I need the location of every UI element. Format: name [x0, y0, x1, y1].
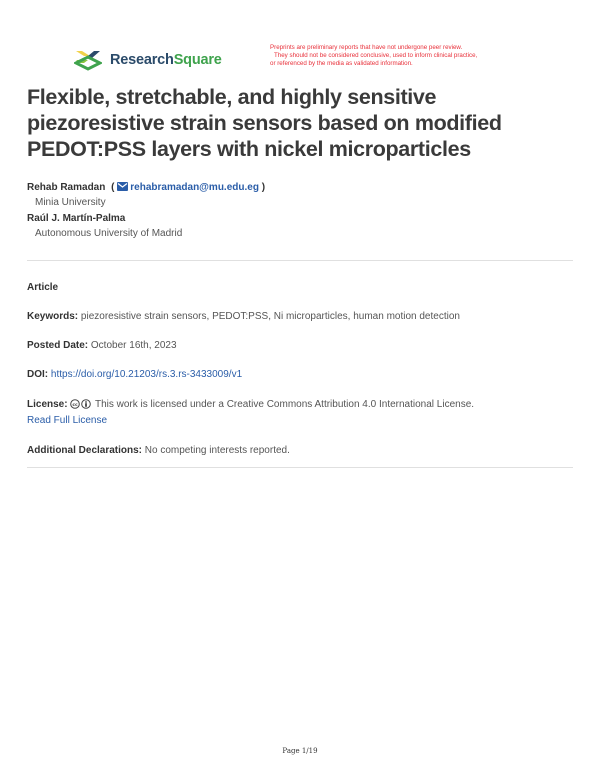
- title-line-1: Flexible, stretchable, and highly sensitive: [27, 85, 437, 109]
- posted-date-label: Posted Date:: [27, 340, 89, 351]
- disclaimer-line-1: Preprints are preliminary reports that have not undergone peer review.: [270, 44, 463, 51]
- svg-text:cc: cc: [72, 402, 79, 408]
- author-2-name: Raúl J. Martín-Palma: [27, 213, 126, 224]
- declarations-value: No competing interests reported.: [144, 445, 290, 456]
- author-name: [27, 180, 577, 195]
- envelope-icon: [117, 181, 128, 196]
- authors-list: [27, 180, 577, 242]
- disclaimer-line-2: They should not be considered conclusive, used to inform clinical practice,: [274, 52, 478, 59]
- license-label: License:: [27, 399, 68, 410]
- divider-bottom: [27, 467, 573, 468]
- divider-top: [27, 260, 573, 261]
- posted-date-row: [27, 339, 577, 353]
- research-square-logo-icon: [74, 49, 102, 71]
- attribution-icon: [81, 399, 91, 414]
- read-full-license-link[interactable]: Read Full License: [27, 415, 108, 426]
- page-number: Page 1/19: [282, 747, 318, 755]
- logo-word-square: Square: [173, 52, 222, 68]
- title-line-3: PEDOT:PSS layers with nickel microparticles: [27, 137, 471, 161]
- declarations-row: [27, 444, 577, 458]
- logo-word-research: Research: [110, 52, 174, 68]
- declarations-label: Additional Declarations:: [27, 445, 143, 456]
- research-square-logo[interactable]: [74, 48, 222, 72]
- keywords-label: Keywords:: [27, 311, 79, 322]
- doi-row: [27, 368, 577, 382]
- paper-title: [27, 84, 587, 162]
- author-email: rehabramadan@mu.edu.eg: [130, 182, 259, 193]
- article-type-label: Article: [27, 282, 59, 293]
- license-text: This work is licensed under a Creative Commons Attribution 4.0 International License.: [94, 399, 475, 410]
- doi-link[interactable]: https://doi.org/10.21203/rs.3.rs-3433009/v1: [50, 369, 243, 380]
- doi-label: DOI:: [27, 369, 49, 380]
- license-row: [27, 398, 577, 428]
- open-paren: (: [111, 182, 115, 193]
- close-paren: ): [261, 182, 266, 193]
- keywords-value: piezoresistive strain sensors, PEDOT:PSS, Ni microparticles, human motion detection: [80, 311, 460, 322]
- logo-wordmark: [110, 52, 222, 68]
- title-line-2: piezoresistive strain sensors based on modified: [27, 111, 502, 135]
- author-2-affiliation: Autonomous University of Madrid: [35, 228, 183, 239]
- disclaimer-line-3: or referenced by the media as validated information.: [270, 60, 413, 67]
- creative-commons-icon: [70, 399, 80, 414]
- preprint-disclaimer: [270, 44, 540, 68]
- posted-date-value: October 16th, 2023: [90, 340, 177, 351]
- article-type: [27, 281, 577, 295]
- keywords-row: [27, 310, 577, 324]
- page-header: [0, 44, 600, 76]
- author-1-affiliation: Minia University: [35, 197, 106, 208]
- author-1-name: Rehab Ramadan: [27, 182, 106, 193]
- author-email-link[interactable]: [117, 182, 261, 193]
